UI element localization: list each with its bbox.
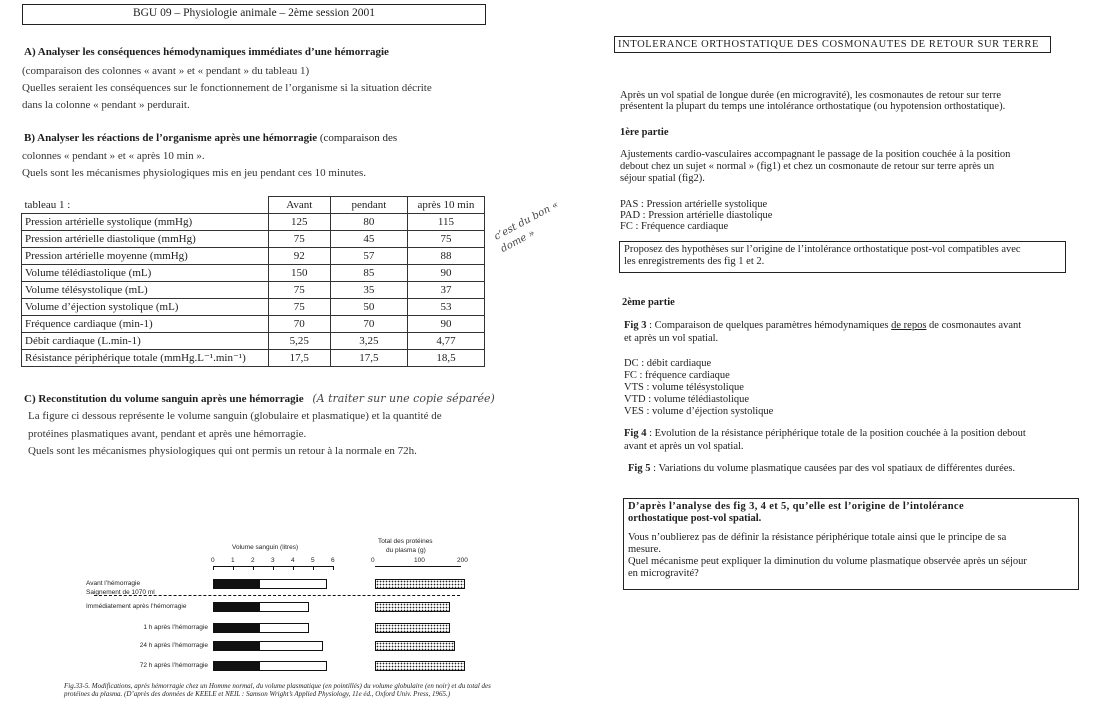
part2-title: 2ème partie: [622, 297, 675, 308]
volume-tick-label: 2: [251, 557, 255, 564]
figure-row-label: 24 h après l’hémorragie: [139, 642, 208, 649]
volume-tick-label: 0: [211, 557, 215, 564]
question-box-2: [623, 498, 1079, 590]
row-label: Volume télédiastolique (mL): [22, 265, 269, 282]
table-header-cell: après 10 min: [407, 197, 484, 214]
volume-tick-mark: [233, 566, 234, 570]
handwritten-side-note-text: c’est du bon « dome »: [492, 199, 561, 255]
section-b-title-line: [24, 132, 397, 145]
blood-volume-figure: [60, 535, 500, 711]
plasma-volume-bar: [259, 661, 327, 671]
cell: 90: [407, 265, 484, 282]
abbrev2-line: VTS : volume télésystolique: [624, 382, 744, 393]
cell: 88: [407, 248, 484, 265]
volume-tick-label: 5: [311, 557, 315, 564]
cell: 35: [330, 282, 407, 299]
plasma-volume-bar: [259, 579, 327, 589]
right-page-title: [614, 36, 1051, 53]
cell: 125: [268, 214, 330, 231]
table-header-row: [22, 197, 485, 214]
section-c-title: C) Reconstitution du volume sanguin après une hémorragie: [24, 393, 304, 405]
intro-line: présentent la plupart du temps une intolérance orthostatique (ou hypotension orthostatique).: [620, 101, 1006, 112]
globular-volume-bar: [213, 579, 259, 589]
abbrev2-line: DC : débit cardiaque: [624, 358, 712, 369]
volume-tick-mark: [213, 566, 214, 570]
protein-axis-title-1: Total des protéines: [378, 538, 433, 545]
protein-tick-label: 200: [457, 557, 468, 564]
protein-axis-title-2: du plasma (g): [386, 547, 426, 554]
volume-tick-label: 6: [331, 557, 335, 564]
figure-row-label: Avant l’hémorragie: [86, 580, 141, 587]
table-row: [22, 333, 485, 350]
left-page-header-text: BGU 09 – Physiologie animale – 2ème session 2001: [132, 7, 376, 19]
cell: 80: [330, 214, 407, 231]
cell: 53: [407, 299, 484, 316]
figure-caption: Fig.33-5. Modifications, après hémorragie chez un Homme normal, du volume plasmatique (en pointillés) du volume globulaire (en noir) et du total des protéines du plasma. (D’après des données de KEELE et NEIL : Samson Wright’s Applied Physiology, 11e éd., Oxford Univ. Press, 1965.): [64, 682, 491, 698]
volume-tick-label: 3: [271, 557, 275, 564]
plasma-volume-bar: [259, 641, 323, 651]
abbrev-line: FC : Fréquence cardiaque: [620, 221, 729, 232]
section-a-line: Quelles seraient les conséquences sur le fonctionnement de l’organisme si la situation décrite: [22, 82, 432, 94]
part1-title: 1ère partie: [620, 127, 669, 138]
plasma-volume-bar: [259, 602, 309, 612]
cell: 75: [407, 231, 484, 248]
cell: 75: [268, 231, 330, 248]
figure-row-label: Immédiatement après l’hémorragie: [86, 603, 187, 610]
fig3-underlined: de repos: [891, 320, 927, 331]
globular-volume-bar: [213, 641, 259, 651]
protein-bar: [375, 641, 455, 651]
intro-line: Après un vol spatial de longue durée (en microgravité), les cosmonautes de retour sur terre: [620, 90, 1002, 101]
cell: 37: [407, 282, 484, 299]
table-row: [22, 231, 485, 248]
plasma-volume-bar: [259, 623, 309, 633]
fig5-line: [628, 463, 1015, 475]
cell: 57: [330, 248, 407, 265]
cell: 70: [268, 316, 330, 333]
volume-tick-mark: [333, 566, 334, 570]
part1-line: debout chez un sujet « normal » (fig1) et chez un cosmonaute de retour sur terre après un: [620, 161, 995, 172]
row-label: Pression artérielle diastolique (mmHg): [22, 231, 269, 248]
table-caption: tableau 1 :: [22, 197, 269, 214]
protein-bar: [375, 579, 465, 589]
section-c-title-line: [24, 392, 495, 406]
abbrev2-line: FC : fréquence cardiaque: [624, 370, 730, 381]
fig5-label: Fig 5: [628, 463, 651, 474]
bleeding-label: Saignement de 1070 ml: [86, 589, 155, 596]
row-label: Débit cardiaque (L.min-1): [22, 333, 269, 350]
section-b-line: Quels sont les mécanismes physiologiques mis en jeu pendant ces 10 minutes.: [22, 167, 367, 179]
volume-tick-mark: [273, 566, 274, 570]
cell: 17,5: [268, 350, 330, 367]
data-table: [21, 196, 485, 367]
question-box-2-line: en microgravité?: [628, 568, 699, 579]
cell: 18,5: [407, 350, 484, 367]
part1-line: Ajustements cardio-vasculaires accompagnant le passage de la position couchée à la position: [620, 149, 1011, 160]
question-box-2-line: Quel mécanisme peut expliquer la diminution du volume plasmatique observée après un séjour: [628, 556, 1027, 567]
left-page-header: [22, 4, 486, 25]
volume-tick-mark: [293, 566, 294, 570]
protein-bar: [375, 602, 450, 612]
fig3-line2: et après un vol spatial.: [624, 333, 719, 344]
table-row: [22, 316, 485, 333]
right-page-title-text: INTOLERANCE ORTHOSTATIQUE DES COSMONAUTES DE RETOUR SUR TERRE: [618, 39, 1040, 50]
volume-tick-mark: [313, 566, 314, 570]
question-box-2-line: Vous n’oublierez pas de définir la résistance périphérique totale ainsi que le principe de sa: [628, 532, 1007, 543]
volume-tick-mark: [253, 566, 254, 570]
fig4-text1: : Evolution de la résistance périphérique totale de la position couchée à la position debout: [646, 428, 1026, 439]
section-c-line: La figure ci dessous représente le volume sanguin (globulaire et plasmatique) et la quantité de: [28, 410, 442, 422]
question-box-2-title: orthostatique post-vol spatial.: [628, 513, 762, 524]
volume-tick-label: 1: [231, 557, 235, 564]
cell: 115: [407, 214, 484, 231]
protein-tick-label: 100: [414, 557, 425, 564]
table-row: [22, 350, 485, 367]
globular-volume-bar: [213, 661, 259, 671]
section-b-title-rest: (comparaison des: [317, 132, 398, 144]
row-label: Pression artérielle systolique (mmHg): [22, 214, 269, 231]
row-label: Pression artérielle moyenne (mmHg): [22, 248, 269, 265]
section-b-title: B) Analyser les réactions de l’organisme après une hémorragie: [24, 132, 318, 144]
fig5-text1: : Variations du volume plasmatique causées par des vol spatiaux de différentes durées.: [650, 463, 1016, 474]
row-label: Volume d’éjection systolique (mL): [22, 299, 269, 316]
fig4-label: Fig 4: [624, 428, 647, 439]
cell: 150: [268, 265, 330, 282]
cell: 45: [330, 231, 407, 248]
fig3-line: [624, 320, 1021, 332]
protein-axis-line: [375, 566, 461, 567]
cell: 3,25: [330, 333, 407, 350]
question-box-2-line: mesure.: [628, 544, 661, 555]
cell: 5,25: [268, 333, 330, 350]
row-label: Résistance périphérique totale (mmHg.L⁻¹.min⁻¹): [22, 350, 269, 367]
abbrev2-line: VES : volume d’éjection systolique: [624, 406, 774, 417]
fig3-text1: : Comparaison de quelques paramètres hémodynamiques: [646, 320, 892, 331]
cell: 17,5: [330, 350, 407, 367]
question-box-1-line: les enregistrements des fig 1 et 2.: [624, 256, 765, 267]
cell: 75: [268, 299, 330, 316]
fig3-label: Fig 3: [624, 320, 647, 331]
section-c-handwriting: (A traiter sur une copie séparée): [312, 392, 495, 405]
volume-axis-title: Volume sanguin (litres): [232, 544, 299, 551]
fig4-line: [624, 428, 1026, 440]
section-b-line: colonnes « pendant » et « après 10 min ».: [22, 150, 205, 162]
volume-tick-label: 4: [291, 557, 295, 564]
table-row: [22, 265, 485, 282]
fig4-line2: avant et après un vol spatial.: [624, 441, 744, 452]
table-row: [22, 214, 485, 231]
cell: 50: [330, 299, 407, 316]
abbrev2-line: VTD : volume télédiastolique: [624, 394, 750, 405]
row-label: Fréquence cardiaque (min-1): [22, 316, 269, 333]
section-a-line: dans la colonne « pendant » perdurait.: [22, 99, 190, 111]
figure-row-label: 72 h après l’hémorragie: [139, 662, 208, 669]
cell: 75: [268, 282, 330, 299]
table-row: [22, 299, 485, 316]
protein-tick-label: 0: [371, 557, 375, 564]
cell: 90: [407, 316, 484, 333]
protein-bar: [375, 661, 465, 671]
globular-volume-bar: [213, 602, 259, 612]
cell: 92: [268, 248, 330, 265]
cell: 85: [330, 265, 407, 282]
question-box-1: [619, 241, 1066, 273]
cell: 4,77: [407, 333, 484, 350]
question-box-1-line: Proposez des hypothèses sur l’origine de l’intolérance orthostatique post-vol compatibles avec: [624, 244, 1021, 255]
section-c-line: Quels sont les mécanismes physiologiques qui ont permis un retour à la normale en 72h.: [28, 445, 417, 457]
abbrev-line: PAD : Pression artérielle diastolique: [620, 210, 773, 221]
section-a-title: A) Analyser les conséquences hémodynamiques immédiates d’une hémorragie: [24, 46, 389, 58]
part1-line: séjour spatial (fig2).: [620, 173, 705, 184]
table-row: [22, 282, 485, 299]
abbrev-line: PAS : Pression artérielle systolique: [620, 199, 768, 210]
handwritten-side-note: [492, 190, 585, 257]
row-label: Volume télésystolique (mL): [22, 282, 269, 299]
cell: 70: [330, 316, 407, 333]
table-header-cell: pendant: [330, 197, 407, 214]
globular-volume-bar: [213, 623, 259, 633]
table-header-cell: Avant: [268, 197, 330, 214]
section-a-line: (comparaison des colonnes « avant » et « pendant » du tableau 1): [22, 65, 310, 77]
section-c-line: protéines plasmatiques avant, pendant et après une hémorragie.: [28, 428, 307, 440]
table-row: [22, 248, 485, 265]
fig3-text2: de cosmonautes avant: [926, 320, 1022, 331]
question-box-2-title: D’après l’analyse des fig 3, 4 et 5, qu’elle est l’origine de l’intolérance: [628, 501, 964, 512]
protein-bar: [375, 623, 450, 633]
figure-row-label: 1 h après l’hémorragie: [143, 624, 208, 631]
